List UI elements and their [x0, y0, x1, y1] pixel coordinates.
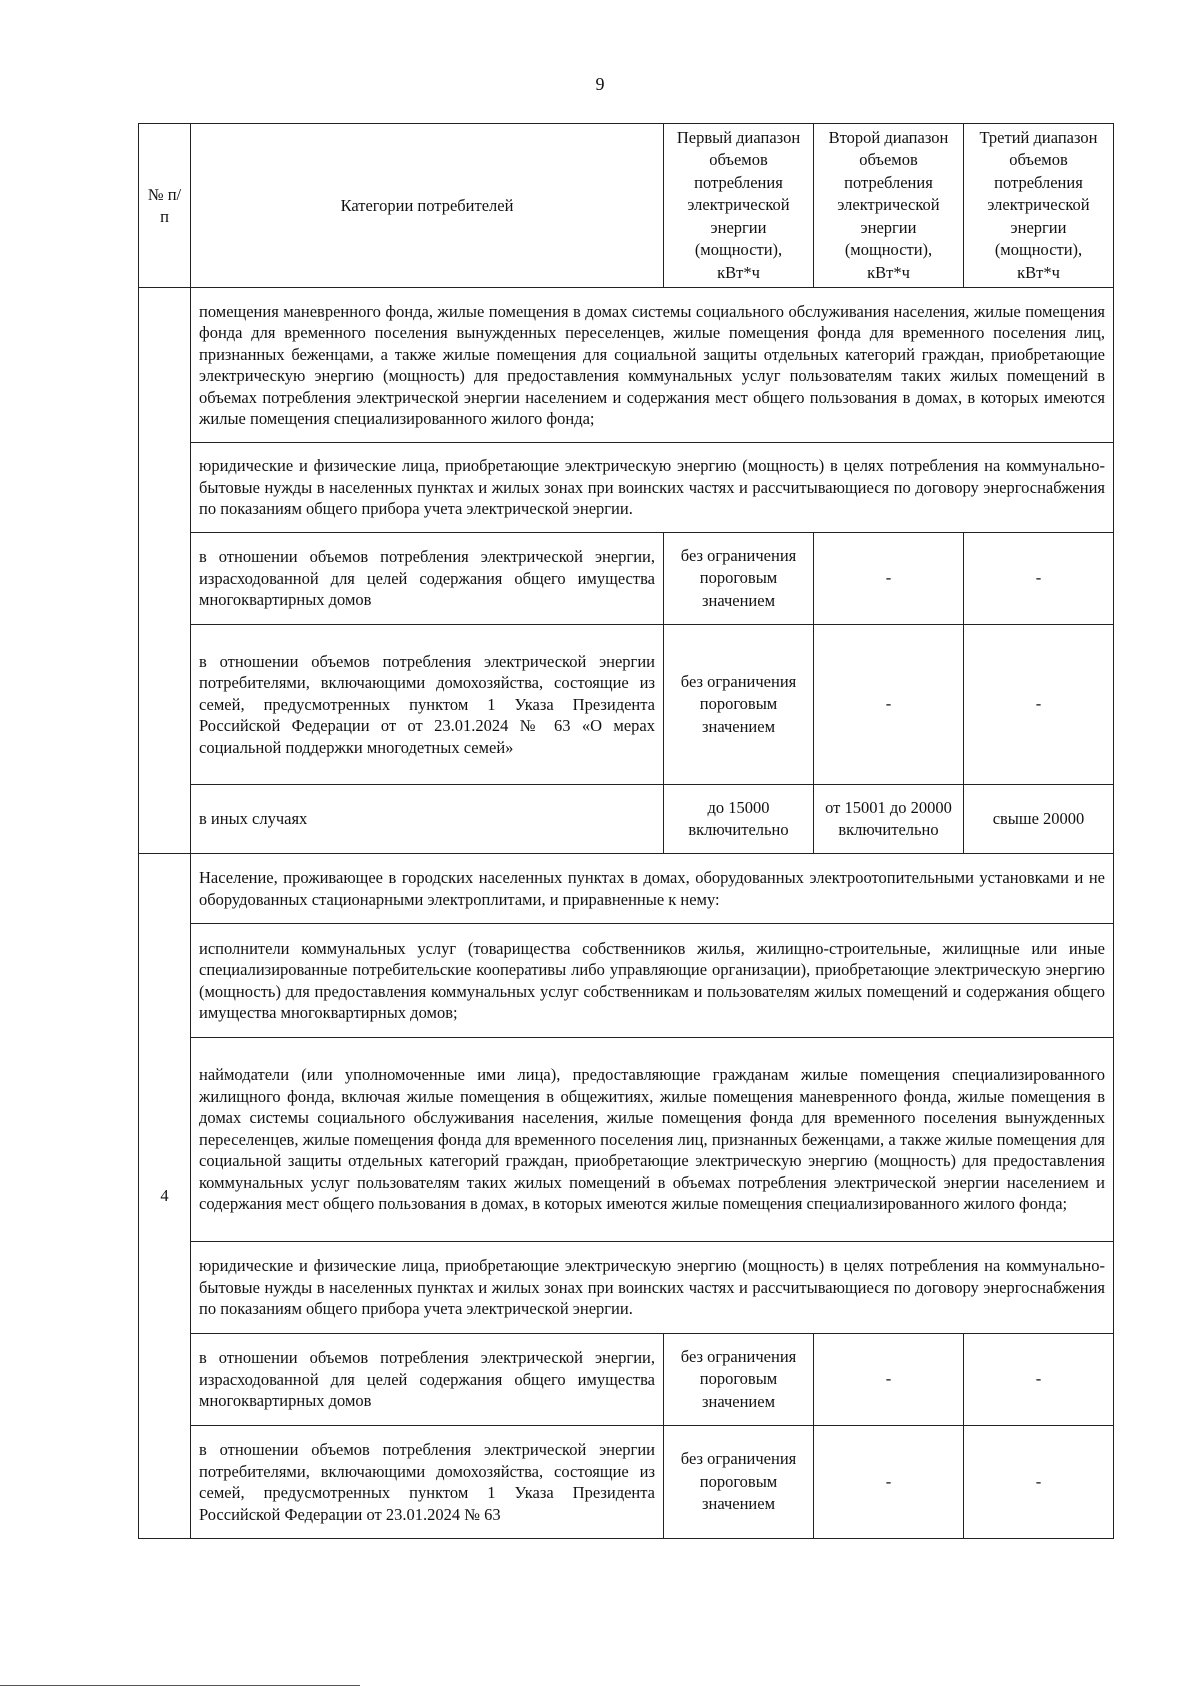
range-2-value: -	[814, 1426, 964, 1539]
category-population: Население, проживающее в городских населенных пунктах в домах, оборудованных электроотопительными установками и не оборудованных стационарными электроплитами, и приравненные к нему:	[191, 854, 1114, 924]
range-2-value: от 15001 до 20000 включительно	[814, 785, 964, 854]
range-2-value: -	[814, 533, 964, 625]
range-3-value: -	[964, 1426, 1114, 1539]
table-row	[139, 443, 1114, 533]
header-row	[139, 124, 1114, 288]
table-row	[139, 924, 1114, 1038]
subcategory-common-property: в отношении объемов потребления электрической энергии, израсходованной для целей содержания общего имущества многоквартирных домов	[191, 1334, 664, 1426]
header-range-2: Второй диапазон объемов потребления электрической энергии (мощности), кВт*ч	[814, 124, 964, 288]
table-row	[139, 625, 1114, 785]
subcategory-large-families: в отношении объемов потребления электрической энергии потребителями, включающими домохозяйства, состоящие из семей, предусмотренных пунктом 1 Указа Президента Российской Федерации от от 23.01.2024 № 63 «О мерах социальной поддержки многодетных семей»	[191, 625, 664, 785]
table-row	[139, 288, 1114, 443]
range-3-value: -	[964, 625, 1114, 785]
range-1-value: без ограничения пороговым значением	[664, 1334, 814, 1426]
table-row	[139, 1426, 1114, 1539]
subcategory-other-cases: в иных случаях	[191, 785, 664, 854]
range-3-value: -	[964, 1334, 1114, 1426]
range-1-value: до 15000 включительно	[664, 785, 814, 854]
table-row	[139, 785, 1114, 854]
range-1-value: без ограничения пороговым значением	[664, 1426, 814, 1539]
table-row	[139, 1334, 1114, 1426]
range-3-value: -	[964, 533, 1114, 625]
row-number: 4	[139, 854, 191, 1539]
range-1-value: без ограничения пороговым значением	[664, 533, 814, 625]
category-landlords: наймодатели (или уполномоченные ими лица), предоставляющие гражданам жилые помещения специализированного жилищного фонда, включая жилые помещения в общежитиях, жилые помещения маневренного фонда, жилые помещения в домах системы социального обслуживания населения, жилые помещения фонда для временного поселения вынужденных переселенцев, жилые помещения фонда для временного поселения лиц, признанных беженцами, а также жилые помещения для социальной защиты отдельных категорий граждан, приобретающие электрическую энергию (мощность) для предоставления коммунальных услуг пользователям таких жилых помещений в объемах потребления электрической энергии населением и содержания мест общего пользования в домах, в которых имеются жилые помещения специализированного жилого фонда;	[191, 1038, 1114, 1242]
footer-divider	[0, 1685, 360, 1686]
category-landlords-continued: помещения маневренного фонда, жилые помещения в домах системы социального обслуживания населения, жилые помещения фонда для временного поселения вынужденных переселенцев, жилые помещения фонда для временного поселения лиц, признанных беженцами, а также жилые помещения для социальной защиты отдельных категорий граждан, приобретающие электрическую энергию (мощность) для предоставления коммунальных услуг пользователям таких жилых помещений в объемах потребления электрической энергии населением и содержания мест общего пользования в домах, в которых имеются жилые помещения специализированного жилого фонда;	[191, 288, 1114, 443]
table-row	[139, 1242, 1114, 1334]
category-legal-entities: юридические и физические лица, приобретающие электрическую энергию (мощность) в целях потребления на коммунально-бытовые нужды в населенных пунктах и жилых зонах при воинских частях и рассчитывающиеся по договору энергоснабжения по показаниям общего прибора учета электрической энергии.	[191, 1242, 1114, 1334]
table-row	[139, 854, 1114, 924]
range-3-value: свыше 20000	[964, 785, 1114, 854]
table-row	[139, 1038, 1114, 1242]
header-range-1: Первый диапазон объемов потребления электрической энергии (мощности), кВт*ч	[664, 124, 814, 288]
subcategory-large-families: в отношении объемов потребления электрической энергии потребителями, включающими домохозяйства, состоящие из семей, предусмотренных пунктом 1 Указа Президента Российской Федерации от 23.01.2024 № 63	[191, 1426, 664, 1539]
tariff-table	[138, 123, 1114, 1539]
page-number: 9	[595, 74, 605, 94]
subcategory-common-property: в отношении объемов потребления электрической энергии, израсходованной для целей содержания общего имущества многоквартирных домов	[191, 533, 664, 625]
category-legal-entities: юридические и физические лица, приобретающие электрическую энергию (мощность) в целях потребления на коммунально-бытовые нужды в населенных пунктах и жилых зонах при воинских частях и рассчитывающиеся по договору энергоснабжения по показаниям общего прибора учета электрической энергии.	[191, 443, 1114, 533]
row-number-empty	[139, 288, 191, 854]
category-utility-executors: исполнители коммунальных услуг (товарищества собственников жилья, жилищно-строительные, жилищные или иные специализированные потребительские кооперативы либо управляющие организации), приобретающие электрическую энергию (мощность) для предоставления коммунальных услуг собственникам и пользователям жилых помещений и содержания общего имущества многоквартирных домов;	[191, 924, 1114, 1038]
header-category: Категории потребителей	[191, 124, 664, 288]
table-row	[139, 533, 1114, 625]
range-2-value: -	[814, 1334, 964, 1426]
header-num: № п/п	[139, 124, 191, 288]
range-1-value: без ограничения пороговым значением	[664, 625, 814, 785]
range-2-value: -	[814, 625, 964, 785]
header-range-3: Третий диапазон объемов потребления электрической энергии (мощности), кВт*ч	[964, 124, 1114, 288]
